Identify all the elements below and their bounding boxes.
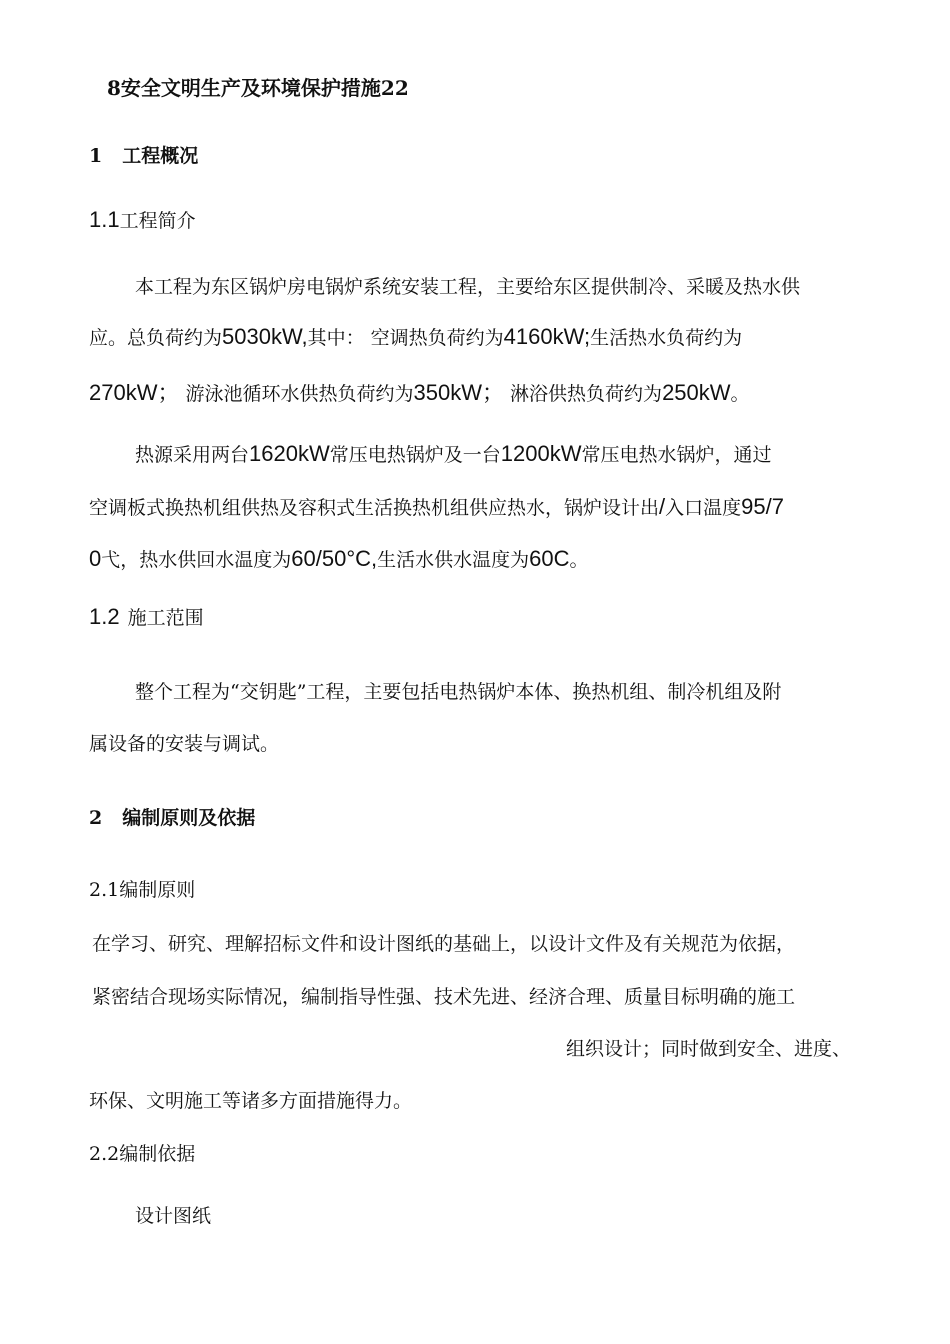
paragraph-line: 空调板式换热机组供热及容积式生活换热机组供应热水，锅炉设计出/入口温度95/7	[89, 494, 784, 519]
subsection-title: 施工范围	[127, 607, 204, 629]
paragraph-line: 0弋，热水供回水温度为60/50°C,生活水供水温度为60C。	[89, 546, 589, 571]
section-number: 1	[89, 145, 103, 167]
paragraph-line: 环保、文明施工等诸多方面措施得力。	[89, 1090, 413, 1112]
subsection-number: 1.2	[89, 604, 120, 629]
paragraph-line: 紧密结合现场实际情况，编制指导性强、技术先进、经济合理、质量目标明确的施工	[92, 986, 796, 1008]
section-heading-2	[89, 803, 255, 830]
basis-list-item: 设计图纸	[135, 1205, 212, 1227]
subsection-heading-2-2: 2.2编制依据	[89, 1143, 196, 1165]
paragraph-line: 属设备的安装与调试。	[89, 733, 280, 755]
paragraph-line: 组织设计；同时做到安全、进度、	[566, 1038, 852, 1060]
subsection-title: 工程简介	[119, 210, 196, 232]
paragraph-line: 热源采用两台1620kW常压电热锅炉及一台1200kW常压电热水锅炉，通过	[135, 441, 772, 466]
toc-entry: 8安全文明生产及环境保护措施22	[107, 76, 409, 100]
section-heading-1	[89, 141, 198, 168]
paragraph-line: 整个工程为“交钥匙”工程，主要包括电热锅炉本体、换热机组、制冷机组及附	[135, 681, 782, 703]
subsection-heading-1-2	[89, 603, 204, 630]
subsection-heading-2-1: 2.1编制原则	[89, 879, 196, 901]
paragraph-line: 270kW； 游泳池循环水供热负荷约为350kW； 淋浴供热负荷约为250kW。	[89, 380, 750, 405]
paragraph-line: 本工程为东区锅炉房电锅炉系统安装工程，主要给东区提供制冷、采暖及热水供	[135, 276, 801, 298]
section-title: 工程概况	[122, 145, 199, 167]
subsection-heading-1-1	[89, 206, 196, 233]
section-number: 2	[89, 807, 103, 829]
subsection-number: 1.1	[89, 207, 120, 232]
paragraph-line: 在学习、研究、理解招标文件和设计图纸的基础上，以设计文件及有关规范为依据，	[92, 933, 796, 955]
section-title: 编制原则及依据	[122, 807, 256, 829]
paragraph-line: 应。总负荷约为5030kW,其中： 空调热负荷约为4160kW;生活热水负荷约为	[89, 324, 743, 349]
